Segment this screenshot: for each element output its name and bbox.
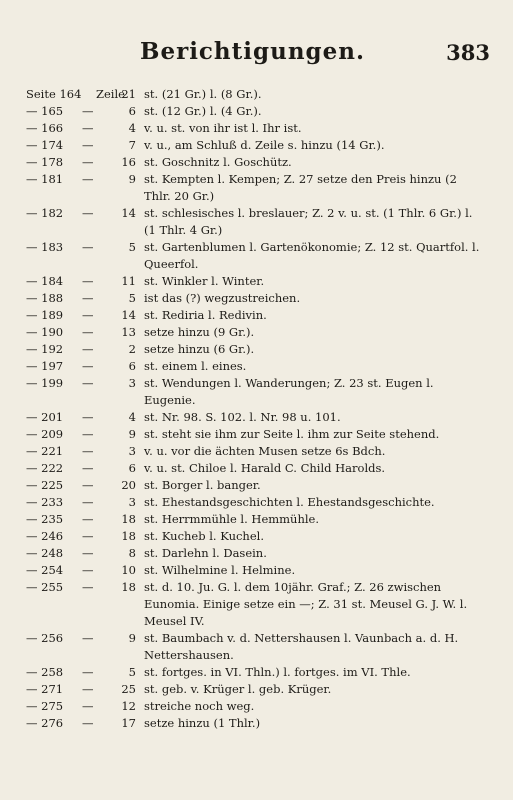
- page-title: Berichtigungen.: [140, 38, 365, 65]
- entry-line-ref: 2: [128, 342, 136, 356]
- entry-page-ref: — 246: [26, 529, 64, 543]
- entry-separator: —: [82, 495, 94, 509]
- entry-line-ref: 12: [121, 699, 136, 713]
- entry-page-ref: — 271: [26, 682, 64, 696]
- entry-separator: —: [82, 529, 94, 543]
- entry-page-ref: — 190: [26, 325, 64, 339]
- entry-text: st. Borger l. banger.: [144, 478, 261, 492]
- entry-page-ref: — 258: [26, 665, 64, 679]
- correction-entry: [26, 681, 486, 698]
- entry-line-ref: 18: [121, 580, 136, 594]
- correction-entry: [26, 358, 486, 375]
- entry-line-ref: 10: [121, 563, 136, 577]
- correction-entry: [26, 409, 486, 426]
- entry-separator: —: [82, 699, 94, 713]
- entry-text: st. schlesisches l. breslauer; Z. 2 v. u. st. (1 Thlr. 6 Gr.) l. (1 Thlr. 4 Gr.): [144, 206, 473, 237]
- correction-entry: [26, 324, 486, 341]
- entry-separator: —: [82, 104, 94, 118]
- correction-entry: [26, 698, 486, 715]
- entry-line-ref: 18: [121, 512, 136, 526]
- entry-text: st. Wendungen l. Wanderungen; Z. 23 st. Eugen l. Eugenie.: [144, 376, 434, 407]
- entry-separator: —: [82, 121, 94, 135]
- entry-text: st. (12 Gr.) l. (4 Gr.).: [144, 104, 262, 118]
- correction-entry: [26, 290, 486, 307]
- correction-entry: [26, 239, 486, 273]
- entry-line-ref: 21: [121, 87, 136, 101]
- correction-entry: [26, 273, 486, 290]
- entry-line-ref: 13: [121, 325, 136, 339]
- entry-page-ref: — 166: [26, 121, 64, 135]
- entry-text: st. Gartenblumen l. Gartenökonomie; Z. 12 st. Quartfol. l. Queerfol.: [144, 240, 480, 271]
- entry-text: st. steht sie ihm zur Seite l. ihm zur Seite stehend.: [144, 427, 440, 441]
- entry-text: v. u., am Schluß d. Zeile s. hinzu (14 Gr.).: [144, 138, 385, 152]
- correction-entry: [26, 137, 486, 154]
- entry-text: setze hinzu (9 Gr.).: [144, 325, 255, 339]
- entry-line-ref: 14: [121, 206, 136, 220]
- entry-separator: —: [82, 359, 94, 373]
- entry-separator: —: [82, 206, 94, 220]
- entry-separator: —: [82, 240, 94, 254]
- correction-entry: [26, 375, 486, 409]
- correction-entry: [26, 426, 486, 443]
- entry-separator: —: [82, 563, 94, 577]
- entry-page-ref: — 192: [26, 342, 64, 356]
- entry-separator: —: [82, 665, 94, 679]
- entry-line-ref: 3: [128, 495, 136, 509]
- entry-text: st. Rediria l. Redivin.: [144, 308, 267, 322]
- entry-line-ref: 6: [128, 461, 136, 475]
- entry-separator: —: [82, 274, 94, 288]
- entry-line-ref: 11: [121, 274, 136, 288]
- entry-line-ref: 7: [128, 138, 136, 152]
- entry-separator: —: [82, 342, 94, 356]
- entry-line-ref: 25: [121, 682, 136, 696]
- entry-text: st. Baumbach v. d. Nettershausen l. Vaunbach a. d. H. Nettershausen.: [144, 631, 459, 662]
- entry-line-ref: 5: [128, 665, 136, 679]
- entry-separator: —: [82, 716, 94, 730]
- entry-separator: —: [82, 631, 94, 645]
- entry-separator: —: [82, 546, 94, 560]
- entry-line-ref: 3: [128, 376, 136, 390]
- entry-separator: —: [82, 427, 94, 441]
- entry-line-ref: 8: [128, 546, 136, 560]
- correction-entry: [26, 460, 486, 477]
- entry-line-ref: 4: [128, 121, 136, 135]
- entry-line-ref: 9: [128, 631, 136, 645]
- corrections-list: [26, 86, 486, 732]
- correction-entry: [26, 205, 486, 239]
- correction-entry: [26, 477, 486, 494]
- correction-entry: [26, 579, 486, 630]
- entry-page-ref: — 275: [26, 699, 64, 713]
- entry-text: st. Kucheb l. Kuchel.: [144, 529, 264, 543]
- entry-separator: —: [82, 682, 94, 696]
- correction-entry: [26, 154, 486, 171]
- entry-text: ist das (?) wegzustreichen.: [144, 291, 301, 305]
- entry-page-ref: — 165: [26, 104, 64, 118]
- entry-text: st. Goschnitz l. Goschütz.: [144, 155, 292, 169]
- entry-line-ref: 16: [121, 155, 136, 169]
- entry-separator: —: [82, 444, 94, 458]
- entry-page-ref: — 178: [26, 155, 64, 169]
- correction-entry: [26, 86, 486, 103]
- entry-line-ref: 5: [128, 240, 136, 254]
- entry-page-ref: — 254: [26, 563, 64, 577]
- entry-text: v. u. st. Chiloe l. Harald C. Child Harolds.: [144, 461, 386, 475]
- entry-text: st. Wilhelmine l. Helmine.: [144, 563, 296, 577]
- correction-entry: [26, 120, 486, 137]
- entry-separator: —: [82, 478, 94, 492]
- entry-page-ref: — 188: [26, 291, 64, 305]
- entry-separator: —: [82, 308, 94, 322]
- entry-text: st. einem l. eines.: [144, 359, 247, 373]
- entry-page-ref: — 276: [26, 716, 64, 730]
- entry-line-ref: 5: [128, 291, 136, 305]
- entry-line-ref: 6: [128, 359, 136, 373]
- entry-page-ref: — 189: [26, 308, 64, 322]
- entry-separator: —: [82, 461, 94, 475]
- entry-text: st. Kempten l. Kempen; Z. 27 setze den Preis hinzu (2 Thlr. 20 Gr.): [144, 172, 457, 203]
- entry-text: st. Herrmmühle l. Hemmühle.: [144, 512, 320, 526]
- entry-line-ref: 17: [121, 716, 136, 730]
- entry-separator: —: [82, 580, 94, 594]
- correction-entry: [26, 103, 486, 120]
- entry-text: st. d. 10. Ju. G. l. dem 10jähr. Graf.; Z. 26 zwischen Eunomia. Einige setze ein —; Z. 31 st. Meusel G. J. W. l. Meusel IV.: [144, 580, 468, 628]
- correction-entry: [26, 494, 486, 511]
- entry-page-ref: — 201: [26, 410, 64, 424]
- correction-entry: [26, 562, 486, 579]
- entry-page-ref: — 235: [26, 512, 64, 526]
- correction-entry: [26, 171, 486, 205]
- entry-line-ref: 6: [128, 104, 136, 118]
- entry-separator: —: [82, 512, 94, 526]
- entry-page-ref: — 233: [26, 495, 64, 509]
- correction-entry: [26, 630, 486, 664]
- entry-text: streiche noch weg.: [144, 699, 255, 713]
- entry-text: st. Winkler l. Winter.: [144, 274, 265, 288]
- entry-line-ref: 3: [128, 444, 136, 458]
- correction-entry: [26, 341, 486, 358]
- correction-entry: [26, 528, 486, 545]
- entry-page-ref: — 221: [26, 444, 64, 458]
- entry-page-ref: — 184: [26, 274, 64, 288]
- entry-page-ref: — 199: [26, 376, 64, 390]
- entry-page-ref: — 182: [26, 206, 64, 220]
- entry-text: setze hinzu (6 Gr.).: [144, 342, 255, 356]
- entry-text: st. Nr. 98. S. 102. l. Nr. 98 u. 101.: [144, 410, 341, 424]
- correction-entry: [26, 715, 486, 732]
- entry-page-ref: — 197: [26, 359, 64, 373]
- entry-page-ref: — 225: [26, 478, 64, 492]
- entry-text: setze hinzu (1 Thlr.): [144, 716, 261, 730]
- entry-separator: —: [82, 410, 94, 424]
- entry-separator: —: [82, 172, 94, 186]
- entry-text: st. fortges. in VI. Thln.) l. fortges. im VI. Thle.: [144, 665, 411, 679]
- page-number: 383: [446, 40, 490, 65]
- correction-entry: [26, 664, 486, 681]
- entry-line-ref: 4: [128, 410, 136, 424]
- entry-line-ref: 9: [128, 427, 136, 441]
- entry-text: v. u. vor die ächten Musen setze 6s Bdch.: [144, 444, 386, 458]
- entry-page-ref: — 183: [26, 240, 64, 254]
- entry-line-ref: 20: [121, 478, 136, 492]
- correction-entry: [26, 511, 486, 528]
- entry-page-ref: — 222: [26, 461, 64, 475]
- entry-page-ref: — 248: [26, 546, 64, 560]
- correction-entry: [26, 545, 486, 562]
- entry-page-ref: — 256: [26, 631, 64, 645]
- entry-text: v. u. st. von ihr ist l. Ihr ist.: [144, 121, 302, 135]
- correction-entry: [26, 443, 486, 460]
- entry-page-ref: Seite 164: [26, 87, 82, 101]
- entry-separator: —: [82, 291, 94, 305]
- entry-separator: —: [82, 138, 94, 152]
- entry-text: st. Ehestandsgeschichten l. Ehestandsgeschichte.: [144, 495, 435, 509]
- page-header: [0, 38, 513, 70]
- entry-text: st. Darlehn l. Dasein.: [144, 546, 267, 560]
- entry-page-ref: — 209: [26, 427, 64, 441]
- entry-separator: —: [82, 155, 94, 169]
- entry-line-ref: 9: [128, 172, 136, 186]
- entry-separator: —: [82, 325, 94, 339]
- entry-text: st. (21 Gr.) l. (8 Gr.).: [144, 87, 262, 101]
- entry-page-ref: — 181: [26, 172, 64, 186]
- entry-text: st. geb. v. Krüger l. geb. Krüger.: [144, 682, 332, 696]
- entry-separator: Zeile: [96, 87, 125, 101]
- correction-entry: [26, 307, 486, 324]
- entry-separator: —: [82, 376, 94, 390]
- entry-line-ref: 14: [121, 308, 136, 322]
- entry-page-ref: — 174: [26, 138, 64, 152]
- entry-line-ref: 18: [121, 529, 136, 543]
- entry-page-ref: — 255: [26, 580, 64, 594]
